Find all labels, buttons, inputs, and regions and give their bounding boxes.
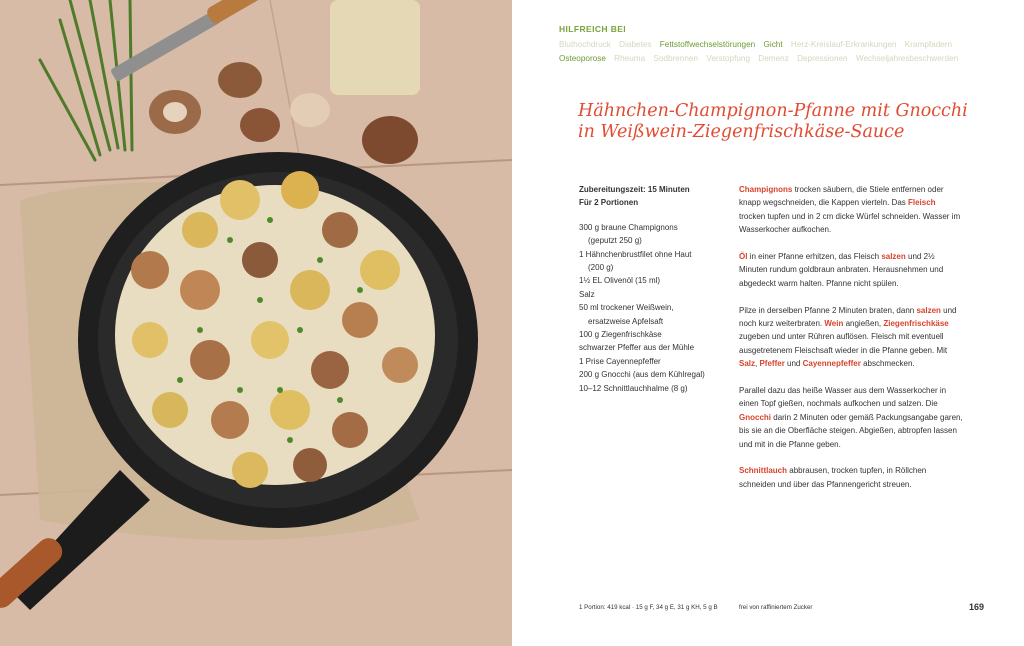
step-paragraph bbox=[739, 183, 964, 237]
condition-tag: Fettstoffwechselstörungen bbox=[659, 40, 756, 49]
condition-tag: Demenz bbox=[758, 54, 789, 63]
step-text: Pilze in derselben Pfanne 2 Minuten braten, dann bbox=[739, 305, 917, 315]
ingredient-line: schwarzer Pfeffer aus der Mühle bbox=[579, 343, 695, 353]
ingredient-line: (200 g) bbox=[588, 263, 614, 273]
ingredient-highlight: Salz bbox=[739, 359, 756, 369]
ingredient-highlight: Gnocchi bbox=[739, 412, 772, 422]
condition-tag: Rheuma bbox=[614, 54, 646, 63]
ingredient-list bbox=[579, 221, 727, 395]
step-text: zugeben und unter Rühren auflösen. Fleisch mit eventuell ausgetretenem Fleischsaft wieder in die Pfanne geben. Mit bbox=[739, 332, 948, 355]
ingredient-highlight: Pfeffer bbox=[759, 359, 785, 369]
condition-tag: Wechseljahresbeschwerden bbox=[855, 54, 959, 63]
sugar-note: frei von raffiniertem Zucker bbox=[739, 604, 813, 611]
prep-time: Zubereitungszeit: 15 Minuten bbox=[579, 185, 690, 194]
step-text: und bbox=[784, 359, 803, 369]
ingredient-line: 1 Hähnchenbrustfilet ohne Haut bbox=[579, 249, 692, 259]
ingredient-highlight: salzen bbox=[881, 252, 906, 262]
condition-tag: Verstopfung bbox=[706, 54, 751, 63]
condition-tag: Sodbrennen bbox=[653, 54, 699, 63]
condition-tag: Diabetes bbox=[619, 40, 652, 49]
step-text: angießen, bbox=[843, 319, 884, 329]
portions: Für 2 Portionen bbox=[579, 198, 639, 208]
ingredient-highlight: Fleisch bbox=[908, 198, 936, 208]
condition-tag: Bluthochdruck bbox=[559, 40, 611, 49]
recipe-title-line-2: in Weißwein-Ziegenfrischkäse-Sauce bbox=[578, 122, 905, 142]
condition-tag-list bbox=[559, 38, 1009, 66]
step-text: Parallel dazu das heiße Wasser aus dem Wasserkocher in einen Topf gießen, nochmals aufkochen und salzen. Die bbox=[739, 386, 947, 409]
helpful-for-section bbox=[559, 24, 1009, 66]
step-text: abschmecken. bbox=[860, 359, 915, 369]
nutrition-info: 1 Portion: 419 kcal · 15 g F, 34 g E, 31 g KH, 5 g B bbox=[579, 604, 718, 611]
step-text: trocken säubern, die Stiele entfernen oder knapp wegschneiden, die Kappen vierteln. Das bbox=[739, 185, 944, 208]
ingredient-line: 10–12 Schnittlauchhalme (8 g) bbox=[579, 383, 688, 393]
condition-tag: Gicht bbox=[763, 40, 783, 49]
condition-tag: Krampfadern bbox=[904, 40, 953, 49]
recipe-title-line-1: Hähnchen-Champignon-Pfanne mit Gnocchi bbox=[578, 101, 968, 121]
preparation-steps bbox=[739, 183, 964, 505]
step-text: darin 2 Minuten oder gemäß Packungsangabe garen, bis sie an die Oberfläche steigen. Abgießen, abtropfen lassen und mit in die Pfanne geben. bbox=[739, 412, 963, 449]
step-paragraph bbox=[739, 250, 964, 290]
condition-tag: Depressionen bbox=[797, 54, 848, 63]
step-text: abbrausen, trocken tupfen, in Röllchen schneiden und über das Pfannengericht streuen. bbox=[739, 466, 927, 489]
condition-tag: Osteoporose bbox=[559, 54, 606, 63]
ingredient-line: 1½ EL Olivenöl (15 ml) bbox=[579, 276, 661, 286]
ingredient-highlight: Ziegenfrischkäse bbox=[883, 319, 949, 329]
ingredient-highlight: Champignons bbox=[739, 185, 793, 194]
step-paragraph bbox=[739, 304, 964, 371]
ingredients-column bbox=[579, 183, 727, 395]
step-paragraph bbox=[739, 384, 964, 451]
ingredient-line: 300 g braune Champignons bbox=[579, 222, 678, 232]
ingredient-line: 100 g Ziegenfrischkäse bbox=[579, 330, 662, 340]
step-text: , bbox=[755, 359, 760, 369]
condition-tag: Herz-Kreislauf-Erkrankungen bbox=[790, 40, 897, 49]
recipe-page bbox=[512, 0, 1024, 646]
ingredient-line: Salz bbox=[579, 289, 595, 299]
ingredient-line: 50 ml trockener Weißwein, bbox=[579, 303, 674, 313]
step-text: und noch kurz weiterbraten. bbox=[739, 305, 957, 329]
ingredient-highlight: salzen bbox=[916, 305, 941, 315]
ingredient-highlight: Öl bbox=[739, 252, 748, 262]
helpful-for-title: HILFREICH BEI bbox=[559, 24, 627, 34]
recipe-title bbox=[578, 101, 998, 143]
page-number: 169 bbox=[969, 602, 985, 612]
step-text: und 2½ Minuten rundum goldbraun anbraten. Herausnehmen und abgedeckt warm halten. Pfanne nicht spülen. bbox=[739, 252, 944, 288]
step-text: trocken tupfen und in 2 cm dicke Würfel schneiden. Wasser im Wasserkocher aufkochen. bbox=[739, 211, 961, 235]
ingredient-highlight: Cayennepfeffer bbox=[802, 359, 861, 369]
ingredient-line: 200 g Gnocchi (aus dem Kühlregal) bbox=[579, 370, 705, 380]
step-text: in einer Pfanne erhitzen, das Fleisch bbox=[747, 252, 882, 262]
ingredient-highlight: Schnittlauch bbox=[739, 466, 788, 476]
ingredient-line: ersatzweise Apfelsaft bbox=[588, 316, 664, 326]
ingredient-highlight: Wein bbox=[824, 319, 844, 329]
ingredient-line: (geputzt 250 g) bbox=[588, 236, 642, 246]
step-paragraph bbox=[739, 464, 964, 491]
ingredient-line: 1 Prise Cayennepfeffer bbox=[579, 356, 661, 366]
